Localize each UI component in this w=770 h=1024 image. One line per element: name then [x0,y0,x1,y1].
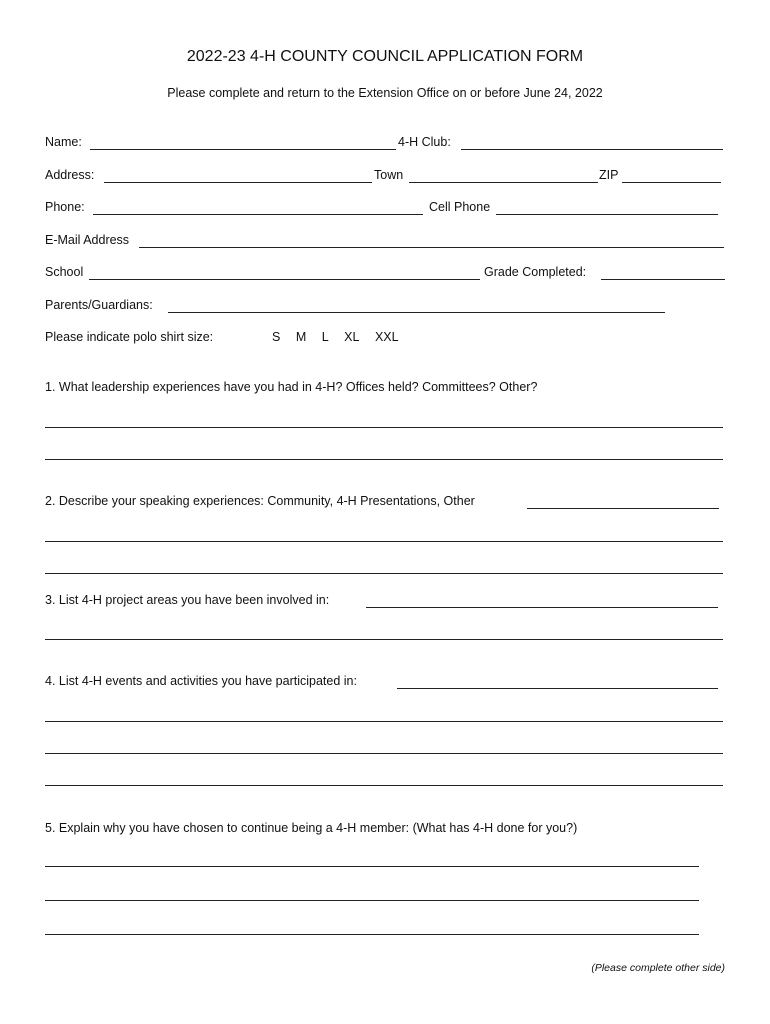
answer-line[interactable] [45,934,699,935]
email-field[interactable] [139,247,724,248]
answer-line[interactable] [45,721,723,722]
club-field[interactable] [461,149,723,150]
form-title: 2022-23 4-H COUNTY COUNCIL APPLICATION FORM [186,48,584,65]
town-field[interactable] [409,182,598,183]
shirt-size-m[interactable]: M [295,330,307,344]
grade-field[interactable] [601,279,725,280]
continue-note: (Please complete other side) [591,962,725,974]
answer-line[interactable] [45,427,723,428]
answer-line[interactable] [45,459,723,460]
question-1: 1. What leadership experiences have you had in 4-H? Offices held? Committees? Other? [45,380,538,394]
grade-label: Grade Completed: [484,265,587,279]
club-label: 4-H Club: [398,135,451,149]
form-instructions: Please complete and return to the Extension Office on or before June 24, 2022 [167,86,603,100]
name-field[interactable] [90,149,396,150]
zip-label: ZIP [599,168,619,182]
shirt-size-s[interactable]: S [272,330,281,344]
address-field[interactable] [104,182,372,183]
shirt-size-options [272,330,411,344]
shirt-size-xxl[interactable]: XXL [374,330,399,344]
zip-field[interactable] [622,182,721,183]
question-2: 2. Describe your speaking experiences: Community, 4-H Presentations, Other [45,494,475,508]
question-4: 4. List 4-H events and activities you have participated in: [45,674,357,688]
question-3: 3. List 4-H project areas you have been involved in: [45,593,330,607]
name-label: Name: [45,135,82,149]
answer-line[interactable] [45,639,723,640]
answer-line[interactable] [45,541,723,542]
answer-line-inline[interactable] [366,607,718,608]
shirt-size-l[interactable]: L [321,330,329,344]
shirt-size-label: Please indicate polo shirt size: [45,330,214,344]
answer-line[interactable] [45,900,699,901]
parents-field[interactable] [168,312,665,313]
shirt-size-xl[interactable]: XL [344,330,360,344]
town-label: Town [374,168,404,182]
answer-line-inline[interactable] [527,508,719,509]
address-label: Address: [45,168,95,182]
phone-field[interactable] [93,214,423,215]
cell-phone-field[interactable] [496,214,718,215]
email-label: E-Mail Address [45,233,130,247]
answer-line-inline[interactable] [397,688,718,689]
cell-phone-label: Cell Phone [429,200,491,214]
answer-line[interactable] [45,573,723,574]
answer-line[interactable] [45,785,723,786]
answer-line[interactable] [45,866,699,867]
school-label: School [45,265,84,279]
answer-line[interactable] [45,753,723,754]
phone-label: Phone: [45,200,85,214]
question-5: 5. Explain why you have chosen to continue being a 4-H member: (What has 4-H done for you?) [45,821,578,835]
school-field[interactable] [89,279,480,280]
parents-label: Parents/Guardians: [45,298,153,312]
